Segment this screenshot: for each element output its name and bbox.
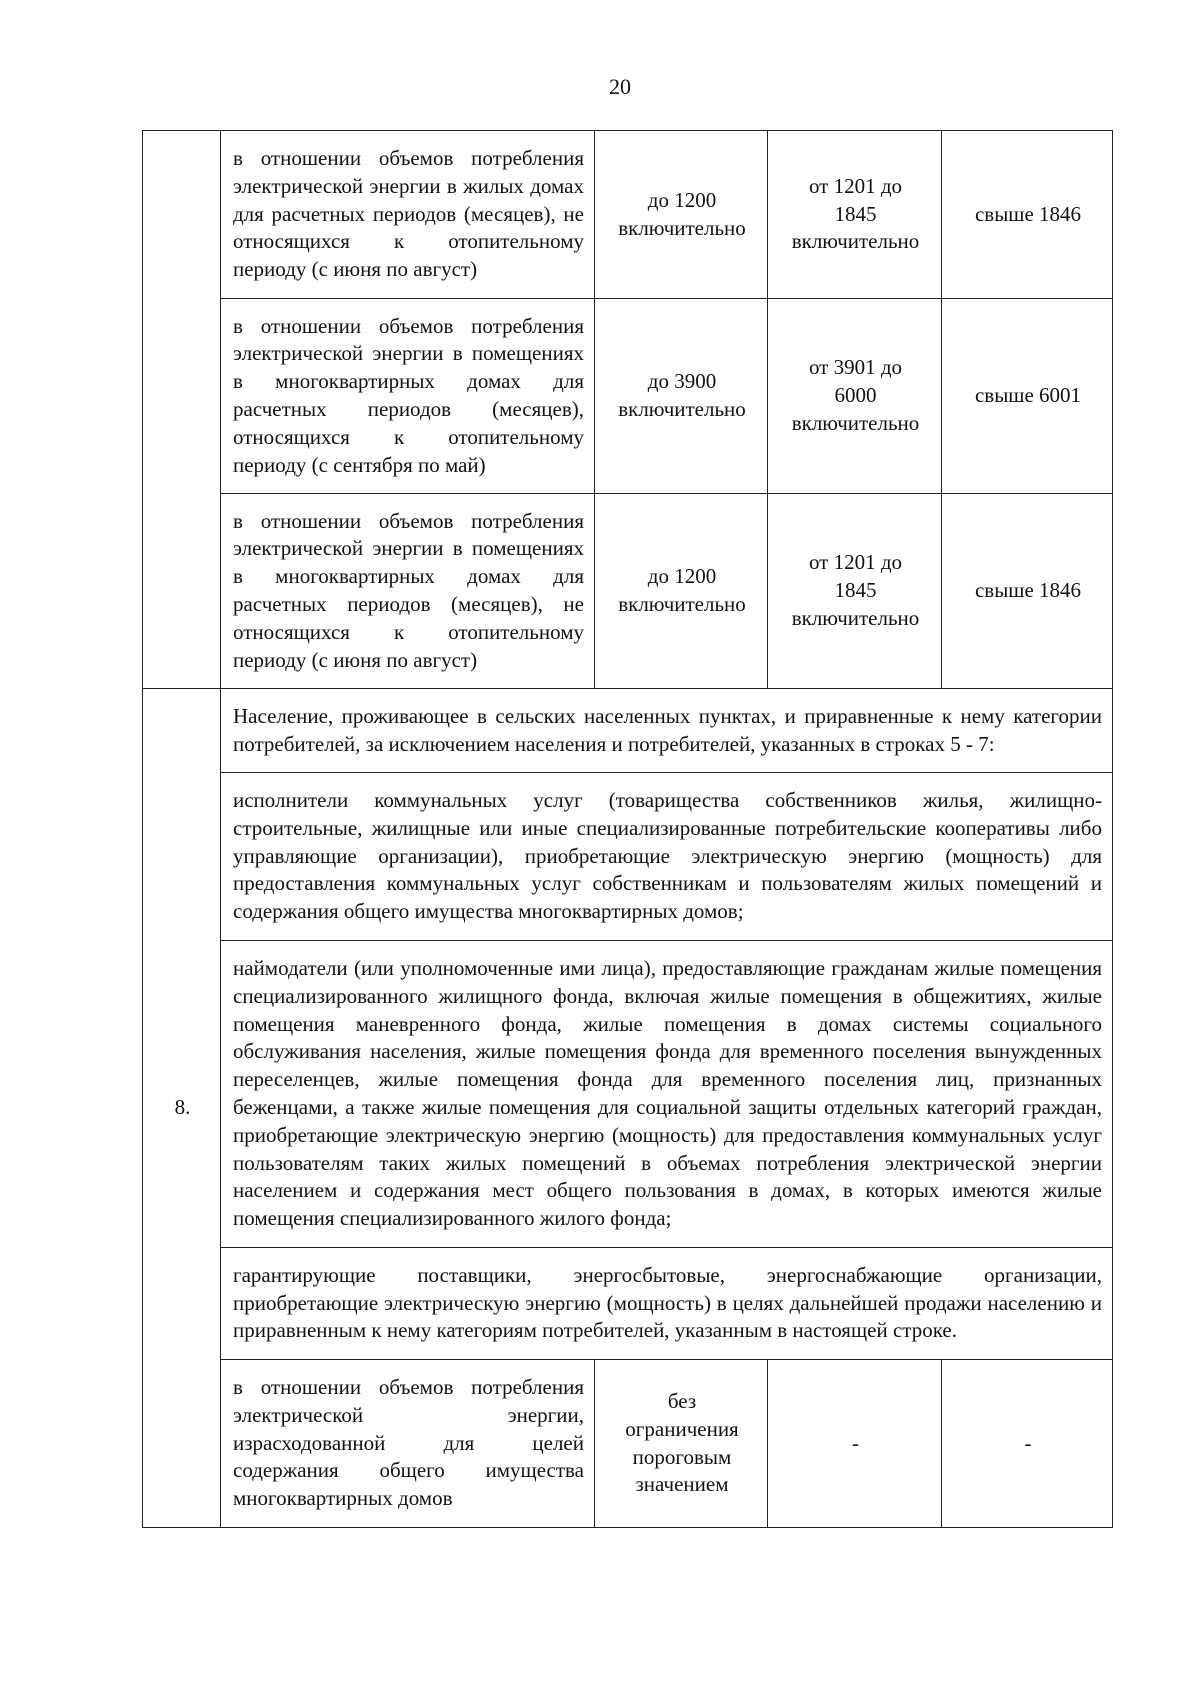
- threshold-high-cell: [942, 299, 1113, 494]
- value-line: включительно: [791, 410, 920, 435]
- table-row: [143, 773, 1113, 941]
- value-line: свыше 1846: [974, 201, 1082, 226]
- category-heading-cell: Население, проживающее в сельских населенных пунктах, и приравненные к нему категории потребителей, за исключением населения и потребителей, указанных в строках 5 - 7:: [221, 689, 1113, 773]
- page-number: 20: [609, 74, 631, 99]
- table-row: [143, 1248, 1113, 1360]
- value-line: от 3901 до: [808, 355, 903, 380]
- value-line: включительно: [618, 215, 746, 240]
- threshold-mid-cell: -: [768, 1360, 942, 1528]
- description-cell: в отношении объемов потребления электрической энергии в жилых домах для расчетных периодов (месяцев), не относящихся к отопительному периоду (с июня по август): [221, 131, 595, 299]
- value-line: 6000: [834, 383, 877, 408]
- table-row: [143, 941, 1113, 1248]
- threshold-low-cell: [595, 299, 768, 494]
- value-line: включительно: [618, 397, 746, 421]
- threshold-high-cell: [942, 131, 1113, 299]
- table-row: [143, 689, 1113, 773]
- threshold-mid-cell: [768, 131, 942, 299]
- value-line: до 3900: [647, 369, 717, 394]
- category-cell: исполнители коммунальных услуг (товарищества собственников жилья, жилищно-строительные, жилищные или иные специализированные потребительские кооперативы либо управляющие организации), приобретающие электрическую энергию (мощность) для предоставления коммунальных услуг собственникам и пользователям жилых помещений и содержания общего имущества многоквартирных домов;: [221, 773, 1113, 941]
- table-row: [143, 299, 1113, 494]
- value-line: включительно: [791, 229, 920, 254]
- threshold-low-cell: [595, 131, 768, 299]
- value-line: пороговым: [632, 1444, 732, 1469]
- description-cell: в отношении объемов потребления электрической энергии, израсходованной для целей содержания общего имущества многоквартирных домов: [221, 1360, 595, 1528]
- tariff-table: [142, 130, 1113, 1528]
- value-line: значением: [635, 1472, 729, 1497]
- row-number-cell: 8.: [143, 689, 221, 1528]
- table-row: [143, 131, 1113, 299]
- threshold-mid-cell: [768, 494, 942, 689]
- value-line: свыше 1846: [974, 578, 1082, 603]
- threshold-high-cell: -: [942, 1360, 1113, 1528]
- value-line: ограничения: [625, 1416, 739, 1441]
- value-line: от 1201 до: [808, 550, 903, 575]
- value-line: свыше 6001: [974, 383, 1082, 408]
- table-row: [143, 1360, 1113, 1528]
- threshold-high-cell: [942, 494, 1113, 689]
- value-line: включительно: [791, 605, 920, 630]
- value-line: до 1200: [647, 187, 717, 212]
- value-line: от 1201 до: [808, 173, 903, 198]
- category-cell: наймодатели (или уполномоченные ими лица), предоставляющие гражданам жилые помещения специализированного жилищного фонда, включая жилые помещения в общежитиях, жилые помещения маневренного фонда, жилые помещения в домах системы социального обслуживания населения, жилые помещения фонда для временного поселения вынужденных переселенцев, жилые помещения фонда для временного поселения лиц, признанных беженцами, а также жилые помещения для социальной защиты отдельных категорий граждан, приобретающие электрическую энергию (мощность) для предоставления коммунальных услуг пользователям таких жилых помещений в объемах потребления электрической энергии населением и содержания мест общего пользования в домах, в которых имеются жилые помещения специализированного жилого фонда;: [221, 941, 1113, 1248]
- threshold-mid-cell: [768, 299, 942, 494]
- value-line: без: [667, 1388, 697, 1413]
- value-line: 1845: [834, 578, 877, 603]
- threshold-low-cell: [595, 1360, 768, 1528]
- row-number-cell: [143, 131, 221, 689]
- description-cell: в отношении объемов потребления электрической энергии в помещениях в многоквартирных домах для расчетных периодов (месяцев), относящихся к отопительному периоду (с сентября по май): [221, 299, 595, 494]
- threshold-low-cell: [595, 494, 768, 689]
- value-line: 1845: [834, 201, 877, 226]
- description-cell: в отношении объемов потребления электрической энергии в помещениях в многоквартирных домах для расчетных периодов (месяцев), не относящихся к отопительному периоду (с июня по август): [221, 494, 595, 689]
- table-row: [143, 494, 1113, 689]
- value-line: включительно: [618, 592, 746, 616]
- value-line: до 1200: [647, 564, 717, 589]
- category-cell: гарантирующие поставщики, энергосбытовые, энергоснабжающие организации, приобретающие электрическую энергию (мощность) в целях дальнейшей продажи населению и приравненным к нему категориям потребителей, указанным в настоящей строке.: [221, 1248, 1113, 1360]
